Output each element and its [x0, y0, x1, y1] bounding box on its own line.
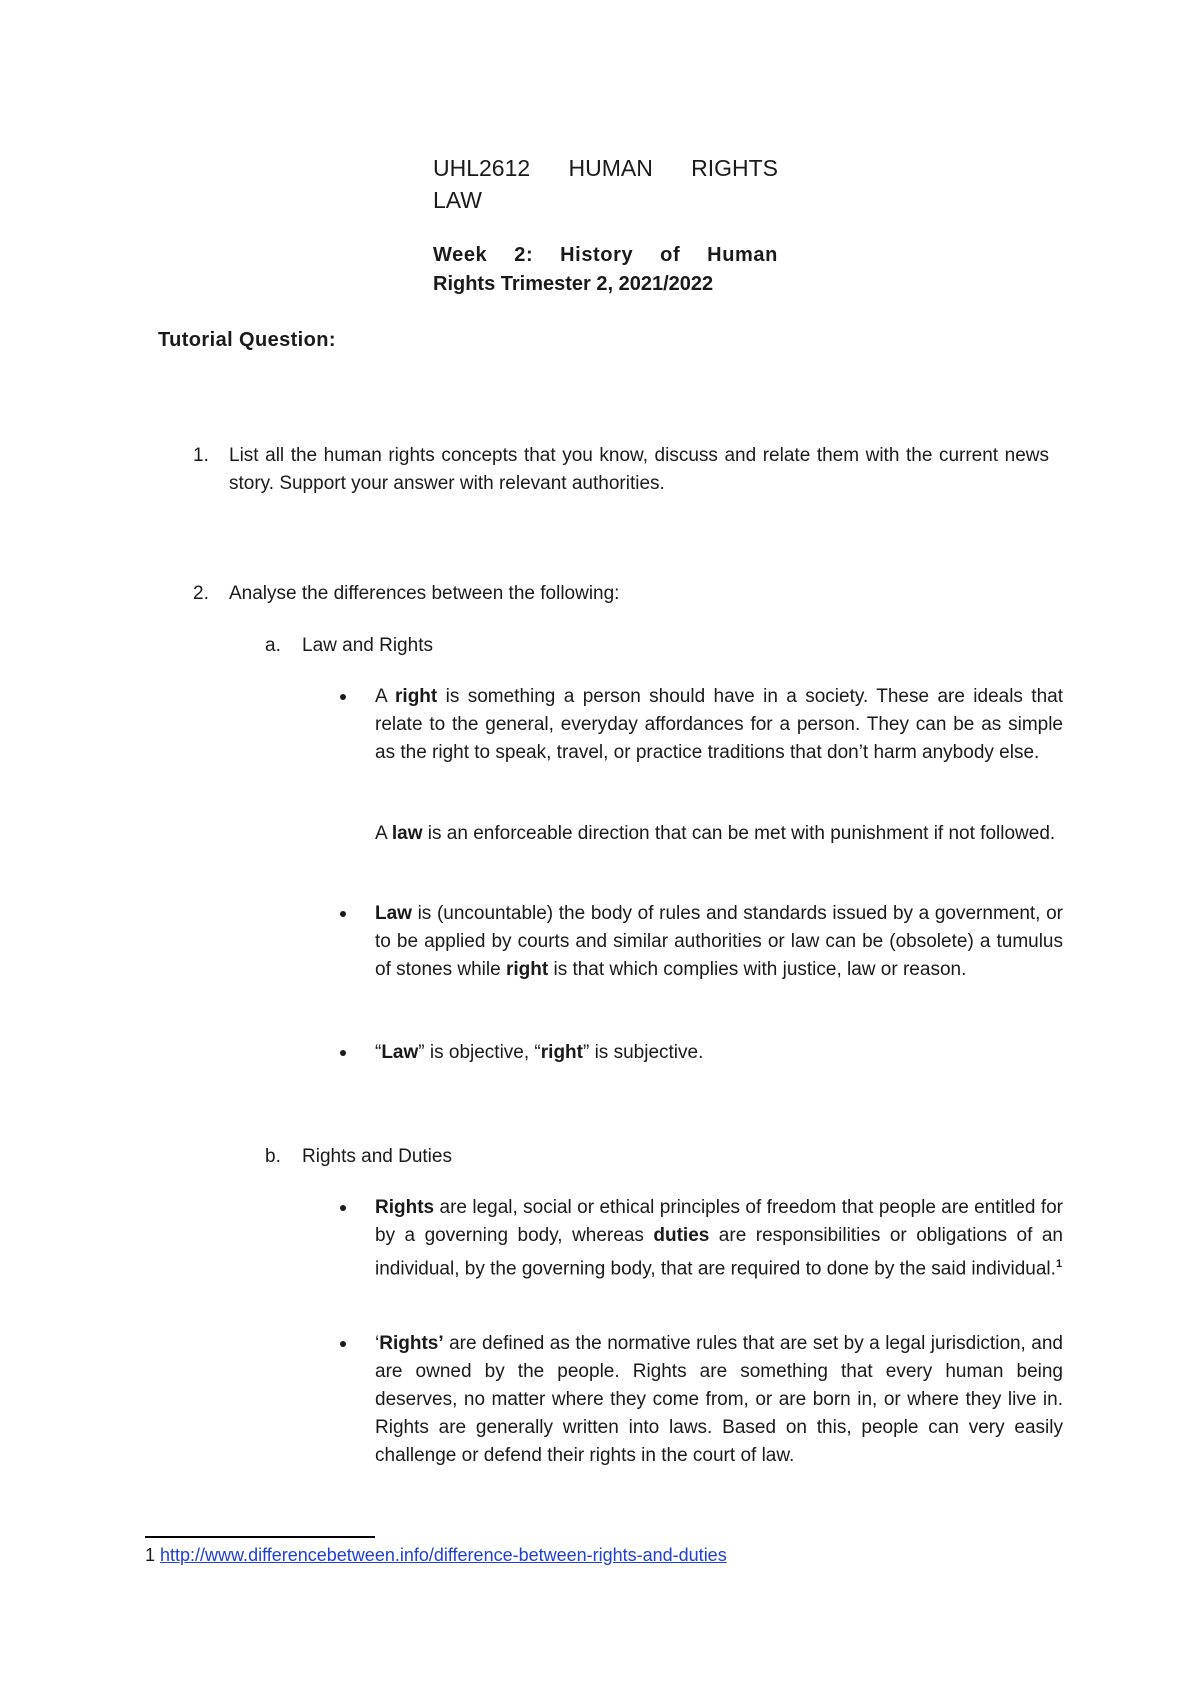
part-b-bullet-1: Rights are legal, social or ethical principles of freedom that people are entitled for by a governing body, whereas duties are responsibilities or obligations of an individual, by the governing body, that are required to done by the said individual.$^1$: [375, 1197, 1063, 1280]
footnote-link[interactable]: http://www.differencebetween.info/difference-between-rights-and-duties: [160, 1545, 727, 1565]
part-b-label: Rights and Duties: [302, 1146, 452, 1167]
footnote-separator: [145, 1536, 375, 1538]
part-a-bullet-3: “Law” is objective, “right” is subjective.: [375, 1042, 704, 1063]
part-a-letter: a.: [265, 635, 281, 656]
footnote: [145, 1542, 727, 1568]
bullet-dot: [340, 1341, 346, 1347]
bullet-dot: [340, 1205, 346, 1211]
week-line2: Rights Trimester 2, 2021/2022: [433, 273, 714, 295]
part-b-bullet-2: ‘Rights’ are defined as the normative rules that are set by a legal jurisdiction, and are owned by the people. Rights are something that every human being deserves, no matter where they come from, or are born in, or where they live in. Rights are generally written into laws. Based on this, people can very easily challenge or defend their rights in the court of law.: [375, 1333, 1063, 1466]
course-code: UHL2612: [433, 155, 531, 181]
week-line1: [433, 241, 778, 270]
bullet-dot: [340, 911, 346, 917]
course-title-line2: LAW: [433, 187, 482, 213]
part-a-bullet-1: A right is something a person should have in a society. These are ideals that relate to the general, everyday affordances for a person. They can be as simple as the right to speak, travel, or practice traditions that don’t harm anybody else.: [375, 686, 1064, 763]
week-word: Human: [707, 244, 778, 266]
title-word: RIGHTS: [691, 155, 778, 181]
title-word: HUMAN: [568, 155, 653, 181]
bullet-dot: [340, 694, 346, 700]
question-2-number: 2.: [193, 583, 209, 604]
part-a-label: Law and Rights: [302, 635, 433, 656]
part-b-letter: b.: [265, 1146, 281, 1167]
week-word: of: [660, 244, 681, 266]
question-2-text: Analyse the differences between the following:: [229, 583, 620, 604]
week-word: 2:: [514, 244, 534, 266]
part-a-bullet-1-para-2: A law is an enforceable direction that can be met with punishment if not followed.: [375, 823, 1056, 844]
question-1-number: 1.: [193, 445, 209, 466]
bullet-dot: [340, 1050, 346, 1056]
week-word: Week: [433, 244, 488, 266]
part-a-bullet-2: Law is (uncountable) the body of rules and standards issued by a government, or to be applied by courts and similar authorities or law can be (obsolete) a tumulus of stones while right is that which complies with justice, law or reason.: [375, 903, 1063, 980]
course-title-line1: [433, 152, 778, 184]
footnote-reference[interactable]: 1: [1055, 1258, 1063, 1270]
footnote-number: 1: [145, 1545, 156, 1565]
question-1-text: List all the human rights concepts that you know, discuss and relate them with the current news story. Support your answer with relevant authorities.: [229, 445, 1049, 494]
week-word: History: [560, 244, 634, 266]
tutorial-heading: Tutorial Question:: [158, 329, 336, 351]
